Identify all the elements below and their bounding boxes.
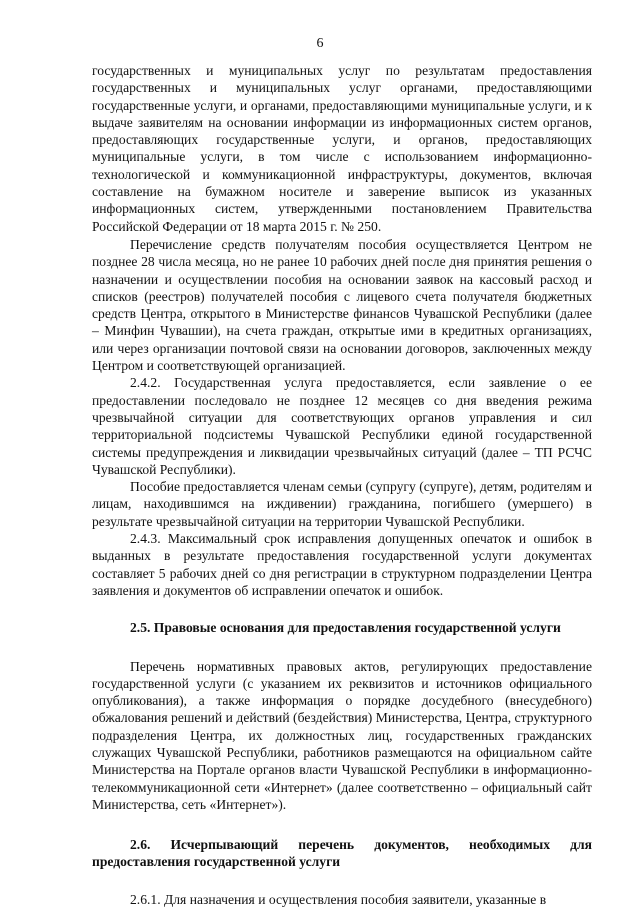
page-number: 6: [316, 36, 324, 51]
section-heading-2-6: 2.6. Исчерпывающий перечень документов, необходимых для предоставления государственной услуги: [92, 837, 592, 870]
paragraph-2-4-2: 2.4.2. Государственная услуга предоставляется, если заявление о ее предоставлении последовало не позднее 12 месяцев со дня введения режима чрезвычайной ситуации для соответствующих органов управления и сил территориальной подсистемы Чувашской Республики единой государственной системы предупреждения и ликвидации чрезвычайных ситуаций (далее – ТП РСЧС Чувашской Республики).: [92, 375, 592, 477]
paragraph-continuation: государственных и муниципальных услуг по результатам предоставления государственных и муниципальных услуг органами, предоставляющими государственные услуги, и органами, предоставляющими муниципальные услуги, и к выдаче заявителям на основании информации из информационных систем органов, предоставляющих государственные услуги, и органов, предоставляющих муниципальные услуги, в том числе с использованием информационно-технологической и коммуникационной инфраструктуры, документов, включая составление на бумажном носителе и заверение выписок из указанных информационных систем, утвержденными постановлением Правительства Российской Федерации от 18 марта 2015 г. № 250.: [92, 63, 592, 234]
paragraph-2-4-3: 2.4.3. Максимальный срок исправления допущенных опечаток и ошибок в выданных в результате предоставления государственной услуги документах составляет 5 рабочих дней со дня регистрации в структурном подразделении Центра заявления и документов об исправлении опечаток и ошибок.: [92, 531, 592, 598]
paragraph-2-6-1: 2.6.1. Для назначения и осуществления пособия заявители, указанные в: [130, 891, 547, 907]
paragraph-payment-transfer: Перечисление средств получателям пособия осуществляется Центром не позднее 28 числа месяца, но не ранее 10 рабочих дней после дня принятия решения о назначении и осуществлении пособия на основании заявок на кассовый расход и списков (реестров) получателей пособия с лицевого счета получателя бюджетных средств Центра, открытого в Министерстве финансов Чувашской Республики (далее – Минфин Чувашии), на счета граждан, открытые ими в кредитных организациях, или через организации почтовой связи на основании договоров, заключенных между Центром и соответствующей организацией.: [92, 236, 592, 374]
paragraph-legal-acts: Перечень нормативных правовых актов, регулирующих предоставление государственной услуги (с указанием их реквизитов и источников официального опубликования), а также информация о порядке досудебного (внесудебного) обжалования решений и действий (бездействия) Министерства, Центра, структурного подразделения Центра, их должностных лиц, государственных гражданских служащих Чувашской Республики, работников размещаются на официальном сайте Министерства на Портале органов власти Чувашской Республики в информационно-телекоммуникационной сети «Интернет» (далее соответственно – официальный сайт Министерства, сеть «Интернет»).: [92, 658, 592, 812]
document-body: [92, 62, 592, 908]
paragraph-benefit-recipients: Пособие предоставляется членам семьи (супругу (супруге), детям, родителям и лицам, находившимся на иждивении) гражданина, погибшего (умершего) в результате чрезвычайной ситуации на территории Чувашской Республики.: [92, 479, 592, 529]
section-heading-2-5: 2.5. Правовые основания для предоставления государственной услуги: [130, 620, 561, 636]
